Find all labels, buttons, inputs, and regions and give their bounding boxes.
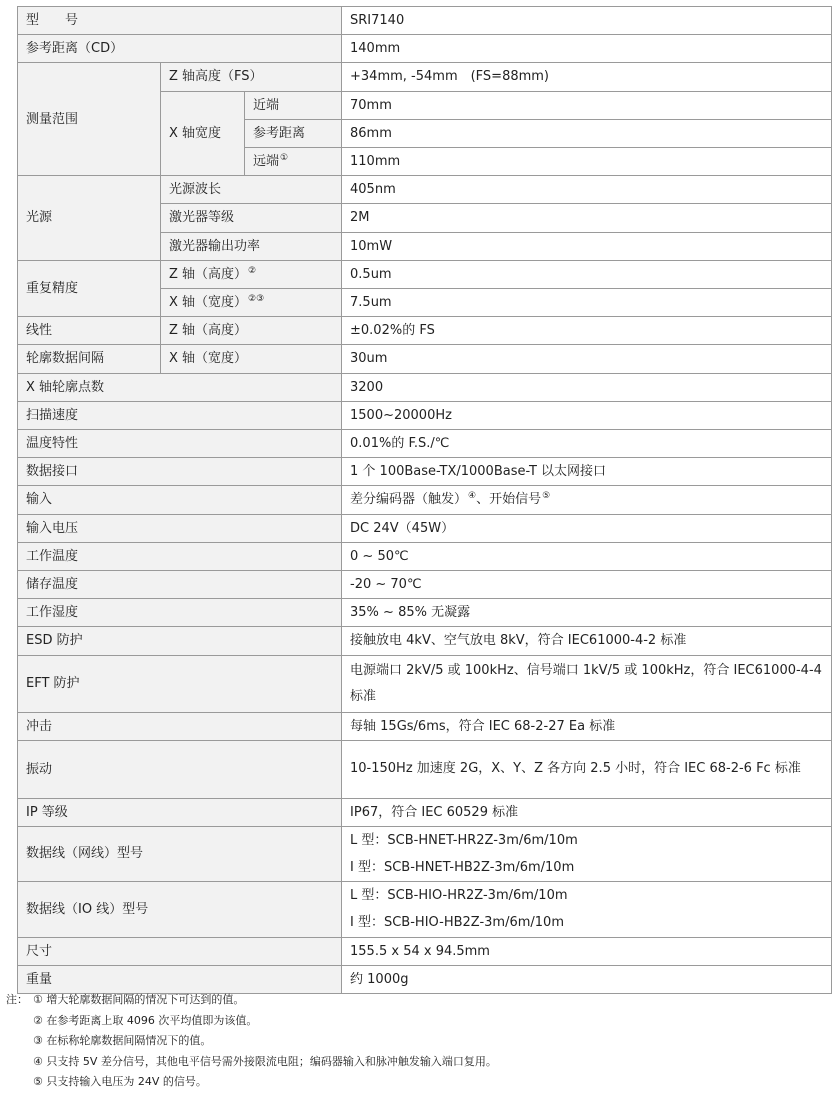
footnote-4-text: ④ 只支持 5V 差分信号，其他电平信号需外接限流电阻；编码器输入和脉冲触发输入端口复用。 [33,1054,497,1068]
row-eft [18,655,832,712]
row-cd [18,35,832,63]
footnote-1 [6,990,832,1011]
vibration-label: 振动 [18,741,342,798]
net-cable-label: 数据线（网线）型号 [18,826,342,881]
humidity-label: 工作湿度 [18,599,342,627]
speed-value: 1500~20000Hz [342,401,832,429]
row-storage-temp [18,571,832,599]
op-temp-value: 0 ~ 50℃ [342,542,832,570]
row-shock [18,713,832,741]
range-x-far-value: 110mm [342,148,832,176]
interval-label: 轮廓数据间隔 [18,345,161,373]
storage-temp-value: -20 ~ 70℃ [342,571,832,599]
model-value: SRI7140 [342,7,832,35]
light-label: 光源 [18,176,161,261]
row-humidity [18,599,832,627]
row-esd [18,627,832,655]
input-value [342,486,832,514]
range-z-value: +34mm, -54mm (FS=88mm) [342,63,832,91]
voltage-label: 输入电压 [18,514,342,542]
data-interface-value: 1 个 100Base-TX/1000Base-T 以太网接口 [342,458,832,486]
net-cable-value-2: I 型：SCB-HNET-HB2Z-3m/6m/10m [350,860,575,876]
repeat-label: 重复精度 [18,260,161,316]
row-repeat-z [18,260,832,288]
esd-label: ESD 防护 [18,627,342,655]
range-x-near-value: 70mm [342,91,832,119]
footnote-3 [6,1031,832,1052]
op-temp-label: 工作温度 [18,542,342,570]
repeat-z-value: 0.5um [342,260,832,288]
range-z-label: Z 轴高度（FS） [161,63,342,91]
io-cable-value-1: L 型：SCB-HIO-HR2Z-3m/6m/10m [350,888,568,904]
range-x-far-cell [245,148,342,176]
footnote-2 [6,1011,832,1032]
light-class-value: 2M [342,204,832,232]
footnote-3-text: ③ 在标称轮廓数据间隔情况下的值。 [33,1034,212,1047]
row-light-wavelength [18,176,832,204]
weight-label: 重量 [18,965,342,993]
points-label: X 轴轮廓点数 [18,373,342,401]
io-cable-value-2: I 型：SCB-HIO-HB2Z-3m/6m/10m [350,915,564,931]
storage-temp-label: 储存温度 [18,571,342,599]
ip-label: IP 等级 [18,798,342,826]
footnote-5-text: ⑤ 只支持输入电压为 24V 的信号。 [33,1075,207,1088]
row-op-temp [18,542,832,570]
input-value-a: 差分编码器（触发） [350,492,468,508]
footnotes [6,990,832,1093]
io-cable-label: 数据线（IO 线）型号 [18,882,342,937]
row-voltage [18,514,832,542]
interval-sub: X 轴（宽度） [161,345,342,373]
note-ref-5: ⑤ [542,491,551,502]
footnote-4 [6,1052,832,1073]
light-wavelength-value: 405nm [342,176,832,204]
esd-value: 接触放电 4kV、空气放电 8kV，符合 IEC61000-4-2 标准 [342,627,832,655]
humidity-value: 35% ~ 85% 无凝露 [342,599,832,627]
eft-label: EFT 防护 [18,655,342,712]
row-vibration [18,741,832,798]
footnote-prefix: 注： [6,993,28,1006]
model-label: 型 号 [18,7,342,35]
range-x-ref-label: 参考距离 [245,119,342,147]
row-range-z [18,63,832,91]
row-input [18,486,832,514]
row-model [18,7,832,35]
footnote-5 [6,1072,832,1093]
repeat-x-label: X 轴（宽度） [169,295,248,311]
row-ip [18,798,832,826]
eft-value: 电源端口 2kV/5 或 100kHz、信号端口 1kV/5 或 100kHz，符合 IEC61000-4-4 标准 [342,655,832,712]
vibration-value: 10-150Hz 加速度 2G，X、Y、Z 各方向 2.5 小时，符合 IEC 68-2-6 Fc 标准 [342,741,832,798]
data-interface-label: 数据接口 [18,458,342,486]
light-wavelength-label: 光源波长 [161,176,342,204]
points-value: 3200 [342,373,832,401]
row-speed [18,401,832,429]
size-label: 尺寸 [18,937,342,965]
row-io-cable [18,882,832,937]
note-ref-4: ④ [468,491,477,502]
input-value-b: 、开始信号 [476,492,542,508]
light-class-label: 激光器等级 [161,204,342,232]
row-points [18,373,832,401]
shock-label: 冲击 [18,713,342,741]
temp-char-label: 温度特性 [18,430,342,458]
shock-value: 每轴 15Gs/6ms，符合 IEC 68-2-27 Ea 标准 [342,713,832,741]
row-size [18,937,832,965]
row-linearity [18,317,832,345]
speed-label: 扫描速度 [18,401,342,429]
ip-value: IP67，符合 IEC 60529 标准 [342,798,832,826]
voltage-value: DC 24V（45W） [342,514,832,542]
cd-value: 140mm [342,35,832,63]
linearity-value: ±0.02%的 FS [342,317,832,345]
weight-value: 约 1000g [342,965,832,993]
cd-label: 参考距离（CD） [18,35,342,63]
linearity-sub: Z 轴（高度） [161,317,342,345]
range-label: 测量范围 [18,63,161,176]
footnote-2-text: ② 在参考距离上取 4096 次平均值即为该值。 [33,1013,258,1027]
note-ref-1: ① [280,153,289,164]
temp-char-value: 0.01%的 F.S./℃ [342,430,832,458]
input-label: 输入 [18,486,342,514]
repeat-z-label: Z 轴（高度） [169,266,248,282]
row-temp-char [18,430,832,458]
light-power-value: 10mW [342,232,832,260]
row-interval [18,345,832,373]
interval-value: 30um [342,345,832,373]
repeat-x-cell [161,289,342,317]
range-x-near-label: 近端 [245,91,342,119]
linearity-label: 线性 [18,317,161,345]
note-ref-2: ② [248,265,257,276]
net-cable-value-1: L 型：SCB-HNET-HR2Z-3m/6m/10m [350,832,578,848]
size-value: 155.5 x 54 x 94.5mm [342,937,832,965]
range-x-label: X 轴宽度 [161,91,245,176]
row-net-cable [18,826,832,881]
light-power-label: 激光器输出功率 [161,232,342,260]
io-cable-value [342,882,832,937]
repeat-z-cell [161,260,342,288]
repeat-x-value: 7.5um [342,289,832,317]
footnote-1-text: ① 增大轮廓数据间隔的情况下可达到的值。 [33,993,245,1006]
row-data-interface [18,458,832,486]
spec-table [17,6,832,994]
note-ref-2-3: ②③ [248,294,265,305]
range-x-far-label: 远端 [253,154,280,170]
range-x-ref-value: 86mm [342,119,832,147]
net-cable-value [342,826,832,881]
